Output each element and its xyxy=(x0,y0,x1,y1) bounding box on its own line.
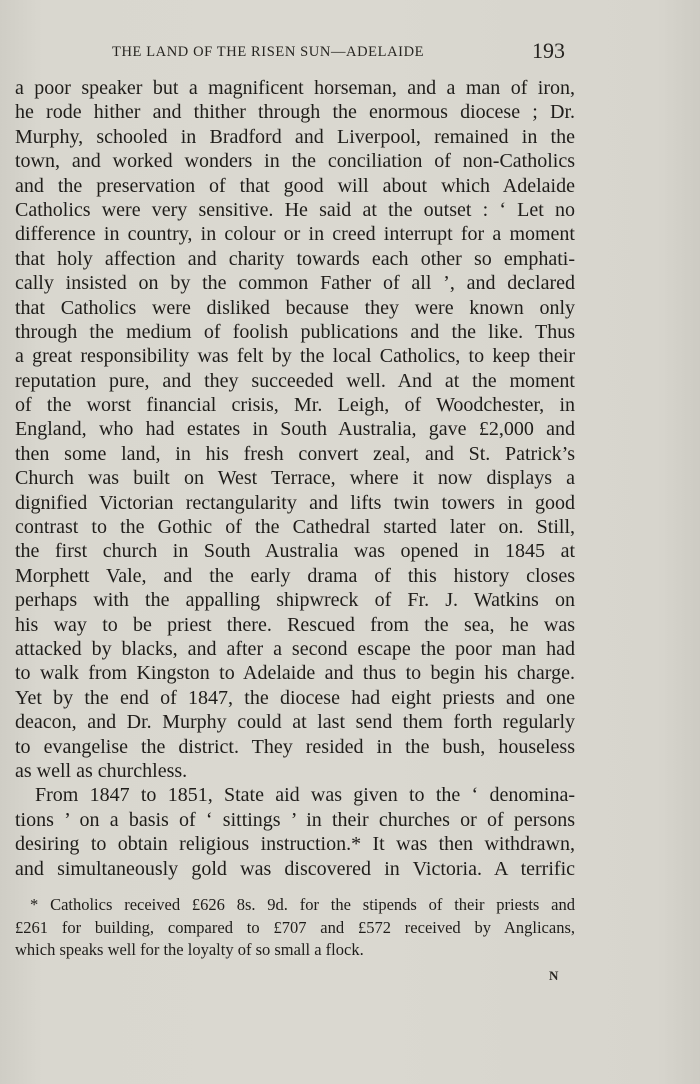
text-line: difference in country, in colour or in creed interrupt for a moment xyxy=(15,223,575,246)
signature-mark: N xyxy=(549,968,559,983)
running-head: THE LAND OF THE RISEN SUN—ADELAIDE xyxy=(112,44,425,60)
page-number: 193 xyxy=(532,38,565,63)
text-line: town, and worked wonders in the conciliation of non-Catholics xyxy=(15,150,575,173)
text-line: From 1847 to 1851, State aid was given to the ‘ denomina- xyxy=(35,784,575,807)
text-line: the first church in South Australia was opened in 1845 at xyxy=(15,540,575,563)
footnote-line: which speaks well for the loyalty of so small a flock. xyxy=(15,940,364,959)
text-line: Morphett Vale, and the early drama of this history closes xyxy=(15,564,575,587)
text-line: to evangelise the district. They resided in the bush, houseless xyxy=(15,735,575,758)
text-line: reputation pure, and they succeeded well. And at the moment xyxy=(15,369,575,392)
text-line: dignified Victorian rectangularity and lifts twin towers in good xyxy=(15,491,575,514)
text-line: cally insisted on by the common Father of all ’, and declared xyxy=(15,272,575,295)
text-line: and the preservation of that good will about which Adelaide xyxy=(15,174,575,197)
text-line: a great responsibility was felt by the local Catholics, to keep their xyxy=(15,345,575,368)
text-line: deacon, and Dr. Murphy could at last send them forth regularly xyxy=(15,711,575,734)
text-line: of the worst financial crisis, Mr. Leigh, of Woodchester, in xyxy=(15,394,575,417)
text-line: he rode hither and thither through the enormous diocese ; Dr. xyxy=(15,101,575,124)
text-line: then some land, in his fresh convert zeal, and St. Patrick’s xyxy=(15,442,575,465)
text-line: and simultaneously gold was discovered in Victoria. A terrific xyxy=(15,857,575,880)
text-line: Church was built on West Terrace, where it now displays a xyxy=(15,467,575,490)
footnote xyxy=(15,894,575,962)
text-line: contrast to the Gothic of the Cathedral started later on. Still, xyxy=(15,516,575,539)
text-line: as well as churchless. xyxy=(15,759,188,782)
text-line: through the medium of foolish publications and the like. Thus xyxy=(15,320,575,343)
body-text xyxy=(15,76,575,881)
text-line: a poor speaker but a magnificent horseman, and a man of iron, xyxy=(15,77,575,99)
text-line: England, who had estates in South Australia, gave £2,000 and xyxy=(15,418,575,441)
text-line: Catholics were very sensitive. He said at the outset : ‘ Let no xyxy=(15,198,575,221)
footnote-line: * Catholics received £626 8s. 9d. for the stipends of their priests and xyxy=(30,895,575,914)
text-line: perhaps with the appalling shipwreck of Fr. J. Watkins on xyxy=(15,589,575,612)
text-line: that Catholics were disliked because they were known only xyxy=(15,296,575,319)
text-line: to walk from Kingston to Adelaide and thus to begin his charge. xyxy=(15,662,575,685)
footnote-line: £261 for building, compared to £707 and £572 received by Anglicans, xyxy=(15,917,575,937)
text-line: his way to be priest there. Rescued from the sea, he was xyxy=(15,613,575,636)
text-line: tions ’ on a basis of ‘ sittings ’ in their churches or of persons xyxy=(15,808,575,831)
text-line: desiring to obtain religious instruction.* It was then withdrawn, xyxy=(15,833,575,856)
text-line: Murphy, schooled in Bradford and Liverpool, remained in the xyxy=(15,125,575,148)
text-line: Yet by the end of 1847, the diocese had eight priests and one xyxy=(15,686,575,709)
text-line: that holy affection and charity towards each other so emphati- xyxy=(15,247,575,270)
text-line: attacked by blacks, and after a second escape the poor man had xyxy=(15,637,575,660)
